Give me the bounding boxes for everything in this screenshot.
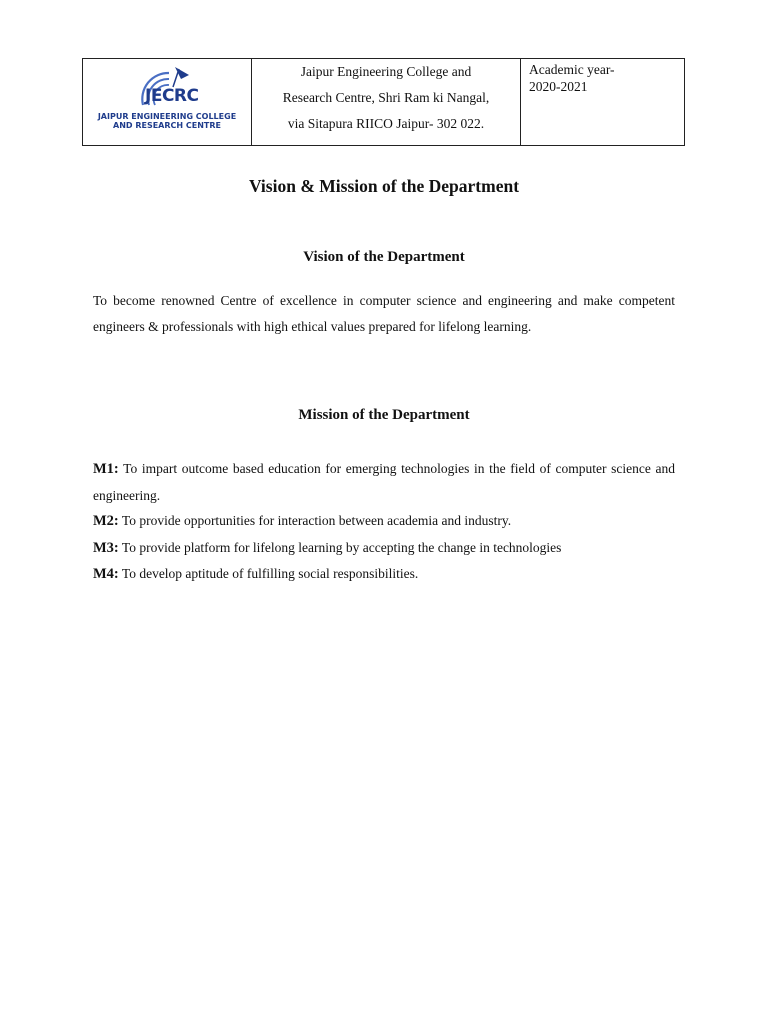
mission-text: To provide platform for lifelong learning by accepting the change in technologies xyxy=(118,539,562,555)
vision-text: To become renowned Centre of excellence in computer science and engineering and make competent engineers & professionals with high ethical values prepared for lifelong learning. xyxy=(93,293,675,334)
mission-list xyxy=(93,456,675,588)
logo-college-name xyxy=(83,112,251,130)
address-line-1: Jaipur Engineering College and xyxy=(300,64,472,79)
mission-text: To provide opportunities for interaction between academia and industry. xyxy=(118,513,512,528)
mission-item xyxy=(93,456,675,508)
mission-item xyxy=(93,508,675,535)
logo-name-line-1: JAIPUR ENGINEERING COLLEGE xyxy=(97,112,237,121)
mission-heading: Mission of the Department xyxy=(298,407,470,423)
address-cell xyxy=(252,59,521,146)
mission-key: M1: xyxy=(93,461,119,477)
academic-year-value: 2020-2021 xyxy=(529,79,588,94)
mission-key: M3: xyxy=(93,539,119,556)
academic-year-label: Academic year- xyxy=(529,62,615,77)
mission-item xyxy=(93,561,675,588)
logo-mark-text: JECRC xyxy=(145,86,199,106)
academic-year-cell xyxy=(521,59,685,146)
address-line-3: via Sitapura RIICO Jaipur- 302 022. xyxy=(287,116,485,131)
mission-key: M2: xyxy=(93,513,119,529)
mission-key: M4: xyxy=(93,566,119,582)
logo-cell xyxy=(83,59,252,146)
logo-name-line-2: AND RESEARCH CENTRE xyxy=(113,121,221,130)
mission-text: To impart outcome based education for emerging technologies in the field of computer science and engineering. xyxy=(93,461,675,503)
mission-item xyxy=(93,535,675,562)
college-logo xyxy=(83,59,251,145)
vision-heading: Vision of the Department xyxy=(303,249,465,265)
header-table xyxy=(82,58,685,146)
mission-text: To develop aptitude of fulfilling social responsibilities. xyxy=(118,566,419,581)
address-line-2: Research Centre, Shri Ram ki Nangal, xyxy=(282,90,490,105)
page-title: Vision & Mission of the Department xyxy=(248,176,520,196)
